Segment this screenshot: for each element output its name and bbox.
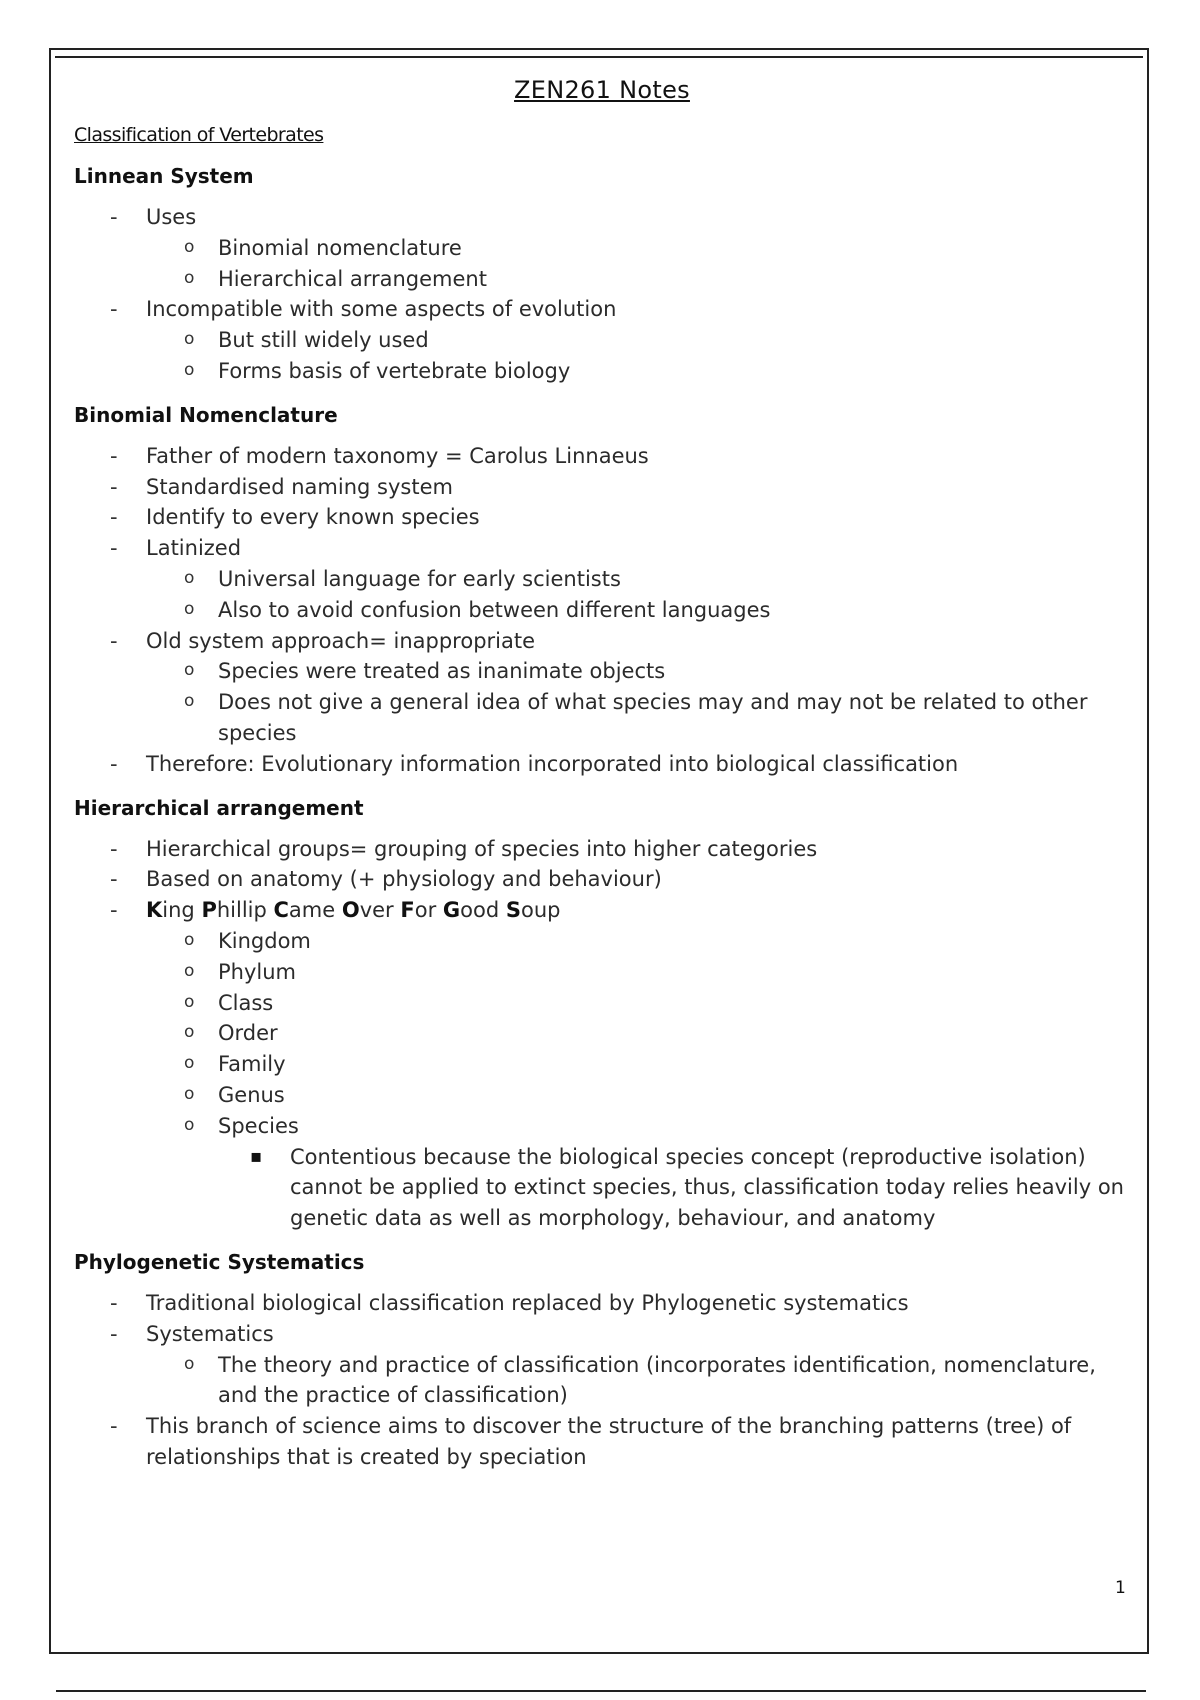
list-item: - Uses o Binomial nomenclature o Hierarchical arrangement bbox=[74, 202, 1130, 294]
list-item: o Binomial nomenclature bbox=[146, 233, 1130, 264]
list-item: - Latinized o Universal language for early scientists o Also to avoid confusion between different languages bbox=[74, 533, 1130, 625]
section-phylogenetic-systematics bbox=[74, 1250, 1130, 1473]
section-heading: Linnean System bbox=[74, 164, 254, 188]
mnemonic-item bbox=[74, 895, 1130, 1234]
list-item: o Universal language for early scientists bbox=[146, 564, 1130, 595]
bullet-list bbox=[74, 202, 1130, 387]
section-linnean-system bbox=[74, 164, 1130, 387]
rank-item: o Phylum bbox=[146, 957, 1130, 988]
rank-item: o Species ▪ Contentious because the biological species concept (reproductive isolation) cannot be applied to extinct species, thus, classification today relies heavily on genetic data as well as morphology, behaviour, and anatomy bbox=[146, 1111, 1130, 1234]
bottom-rule bbox=[56, 1690, 1146, 1692]
bullet-list bbox=[74, 441, 1130, 780]
list-item: o Forms basis of vertebrate biology bbox=[146, 356, 1130, 387]
document-subtitle: Classification of Vertebrates bbox=[74, 124, 324, 146]
rank-list bbox=[146, 926, 1130, 1234]
sub-list bbox=[146, 325, 1130, 387]
list-item: - This branch of science aims to discover the structure of the branching patterns (tree) of relationships that is created by speciation bbox=[74, 1411, 1130, 1473]
rank-item: o Kingdom bbox=[146, 926, 1130, 957]
list-item: o Does not give a general idea of what species may and may not be related to other species bbox=[146, 687, 1130, 749]
sub-list bbox=[146, 656, 1130, 748]
section-heading: Phylogenetic Systematics bbox=[74, 1249, 365, 1274]
bullet-list bbox=[74, 834, 1130, 1234]
rank-item: o Family bbox=[146, 1049, 1130, 1080]
rank-item: o Class bbox=[146, 988, 1130, 1019]
list-item: o Species were treated as inanimate objects bbox=[146, 656, 1130, 687]
list-item: - Father of modern taxonomy = Carolus Linnaeus bbox=[74, 441, 1130, 472]
list-item: - Therefore: Evolutionary information incorporated into biological classification bbox=[74, 749, 1130, 780]
list-item: o The theory and practice of classification (incorporates identification, nomenclature, and the practice of classification) bbox=[146, 1350, 1130, 1412]
section-binomial-nomenclature bbox=[74, 403, 1130, 780]
list-item: - Standardised naming system bbox=[74, 472, 1130, 503]
list-item: o Hierarchical arrangement bbox=[146, 264, 1130, 295]
list-item: - Incompatible with some aspects of evolution o But still widely used o Forms basis of vertebrate biology bbox=[74, 294, 1130, 386]
section-heading: Hierarchical arrangement bbox=[74, 795, 364, 820]
section-hierarchical-arrangement bbox=[74, 796, 1130, 1234]
document-title: ZEN261 Notes bbox=[514, 76, 690, 104]
notes-content bbox=[74, 76, 1130, 1489]
mnemonic-phrase: King Phillip Came Over For Good Soup bbox=[146, 898, 561, 923]
list-item: - Identify to every known species bbox=[74, 502, 1130, 533]
sub-list bbox=[146, 233, 1130, 295]
list-item: - Traditional biological classification replaced by Phylogenetic systematics bbox=[74, 1288, 1130, 1319]
sub-list bbox=[146, 1350, 1130, 1412]
bullet-list bbox=[74, 1288, 1130, 1473]
section-heading: Binomial Nomenclature bbox=[74, 402, 338, 427]
list-item: - Old system approach= inappropriate o Species were treated as inanimate objects o Does not give a general idea of what species may and may not be related to other species bbox=[74, 626, 1130, 749]
list-item: - Hierarchical groups= grouping of species into higher categories bbox=[74, 834, 1130, 865]
list-item: o But still widely used bbox=[146, 325, 1130, 356]
sub-list bbox=[146, 564, 1130, 626]
rank-item: o Order bbox=[146, 1018, 1130, 1049]
list-item: ▪ Contentious because the biological species concept (reproductive isolation) cannot be applied to extinct species, thus, classification today relies heavily on genetic data as well as morphology, behaviour, and anatomy bbox=[218, 1142, 1130, 1234]
rank-item: o Genus bbox=[146, 1080, 1130, 1111]
page-number: 1 bbox=[1115, 1578, 1126, 1598]
list-item: - Systematics o The theory and practice of classification (incorporates identification, nomenclature, and the practice of classification) bbox=[74, 1319, 1130, 1411]
sub-sub-list bbox=[218, 1142, 1130, 1234]
list-item: - Based on anatomy (+ physiology and behaviour) bbox=[74, 864, 1130, 895]
list-item: o Also to avoid confusion between different languages bbox=[146, 595, 1130, 626]
